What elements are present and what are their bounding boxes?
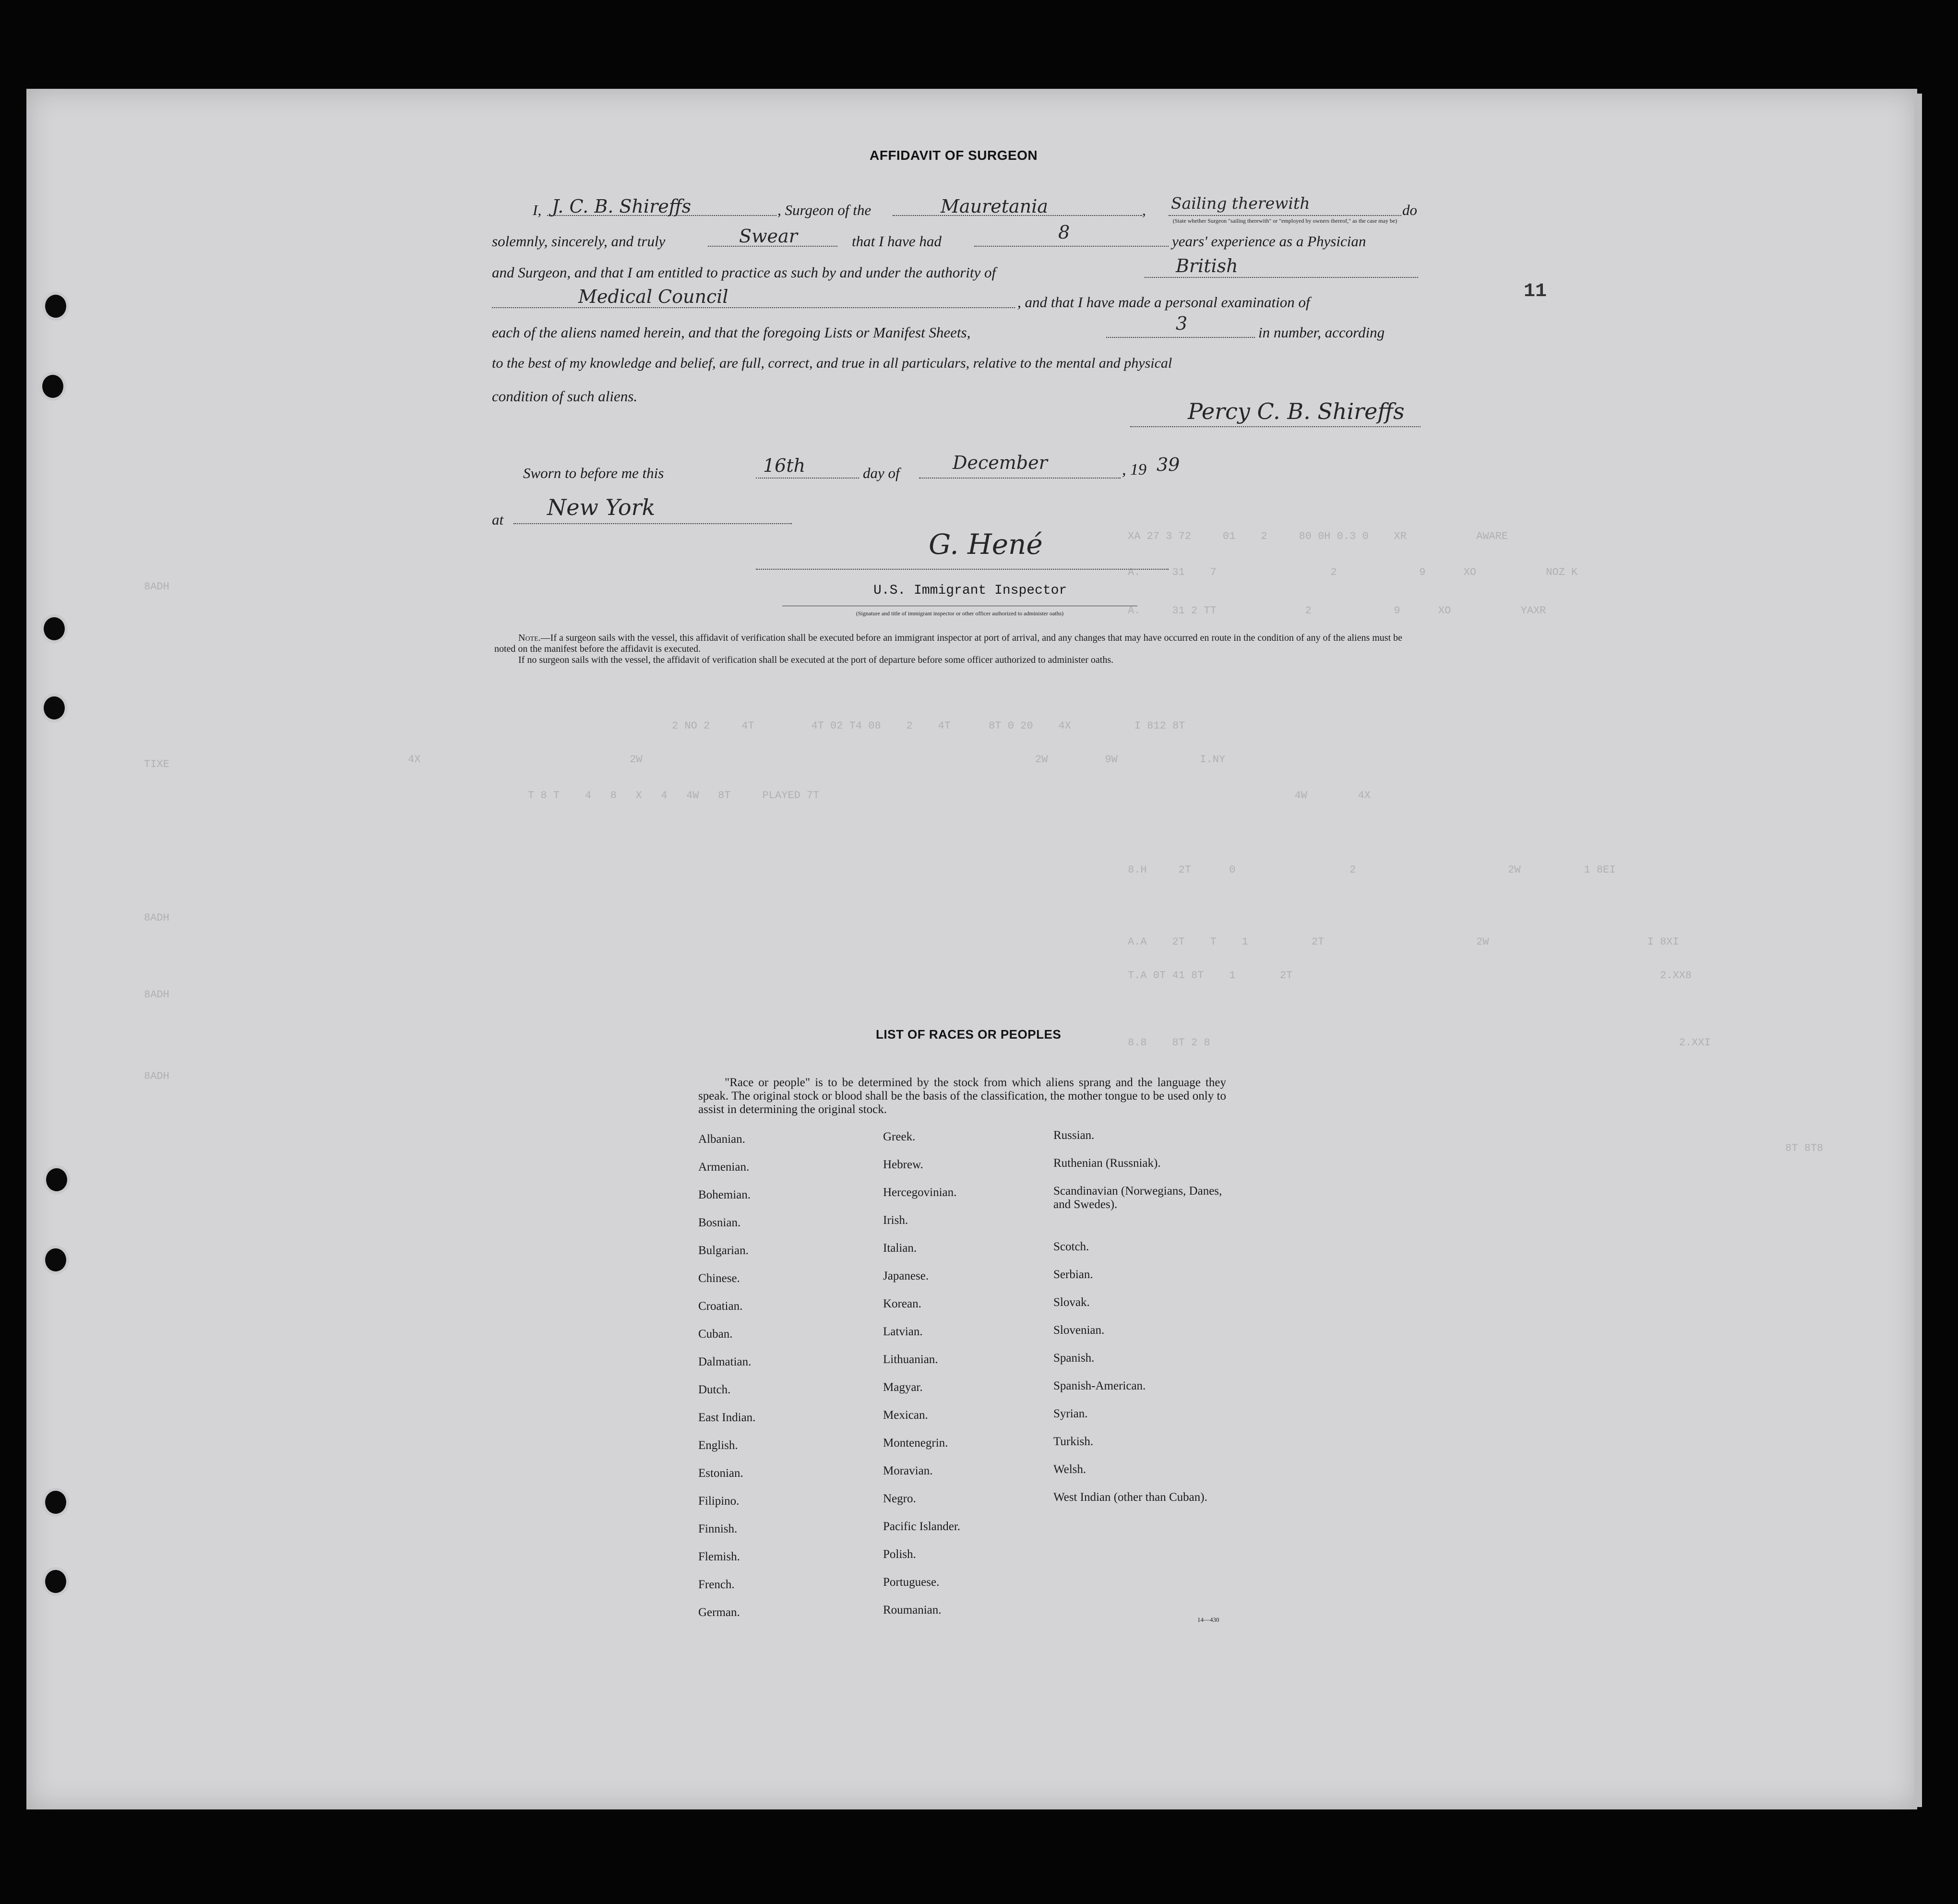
race-item: Montenegrin.	[883, 1437, 948, 1449]
race-item: Magyar.	[883, 1381, 923, 1394]
race-item: Slovenian.	[1053, 1324, 1105, 1337]
race-item: Ruthenian (Russniak).	[1053, 1157, 1161, 1170]
race-item: Japanese.	[883, 1269, 929, 1282]
affidavit-text: solemnly, sincerely, and truly	[492, 233, 666, 250]
affidavit-text: and Surgeon, and that I am entitled to practice as such by and under the authority of	[492, 264, 996, 281]
note-label: Note.	[518, 633, 541, 643]
race-item: Chinese.	[698, 1272, 740, 1285]
affidavit-text: years' experience as a Physician	[1172, 233, 1366, 250]
surgeon-signature: Percy C. B. Shireffs	[1188, 398, 1405, 424]
affidavit-text: condition of such aliens.	[492, 388, 638, 405]
binder-hole	[42, 1567, 69, 1596]
day-line	[756, 478, 859, 479]
year-handwriting: 39	[1157, 454, 1180, 475]
binder-hole	[43, 1165, 70, 1194]
binder-hole	[41, 694, 68, 722]
affidavit-text: to the best of my knowledge and belief, are full, correct, and true in all particulars, relative to the mental and physical	[492, 355, 1172, 371]
vessel-handwriting: Mauretania	[941, 196, 1048, 217]
race-item: Cuban.	[698, 1328, 733, 1341]
oath-handwriting: Swear	[739, 226, 798, 247]
race-item: Dalmatian.	[698, 1355, 752, 1368]
year-prefix: , 19	[1122, 461, 1146, 479]
inspector-signature-line	[756, 569, 1169, 570]
race-item: Bohemian.	[698, 1188, 751, 1201]
place-handwriting: New York	[547, 494, 656, 520]
race-item: Flemish.	[698, 1550, 740, 1563]
sworn-text: day of	[863, 465, 900, 481]
race-item: English.	[698, 1439, 738, 1452]
races-column-3	[1053, 1129, 1236, 1546]
race-item: Korean.	[883, 1297, 921, 1310]
form-number: 14—430	[1197, 1616, 1219, 1623]
affidavit-text: in number, according	[1258, 324, 1385, 341]
race-item: West Indian (other than Cuban).	[1053, 1491, 1207, 1504]
inspector-title: U.S. Immigrant Inspector	[873, 583, 1067, 598]
place-line	[513, 523, 792, 524]
race-item: Welsh.	[1053, 1463, 1086, 1476]
affidavit-title: AFFIDAVIT OF SURGEON	[870, 148, 1038, 163]
races-column-1	[698, 1133, 890, 1634]
race-item: Albanian.	[698, 1133, 745, 1146]
race-item: Latvian.	[883, 1325, 923, 1338]
race-item: Finnish.	[698, 1522, 738, 1535]
month-handwriting: December	[953, 452, 1048, 473]
note-text: —If a surgeon sails with the vessel, this affidavit of verification shall be executed before an immigrant inspector at port of arrival, and any changes that may have occurred en route in the condition of any of the aliens must be noted on the manifest before the affidavit is executed.	[494, 633, 1403, 654]
day-handwriting: 16th	[763, 455, 806, 476]
race-item: Scandinavian (Norwegians, Danes, and Swedes).	[1053, 1185, 1222, 1211]
race-item: Lithuanian.	[883, 1353, 938, 1366]
inspector-signature: G. Hené	[929, 528, 1043, 561]
authority-handwriting: British	[1176, 255, 1238, 276]
race-item: Scotch.	[1053, 1240, 1089, 1253]
race-item: Spanish-American.	[1053, 1379, 1146, 1392]
binder-hole	[42, 1245, 69, 1274]
sworn-text: at	[492, 511, 504, 528]
years-line	[974, 246, 1169, 247]
authority-continued-line	[492, 307, 1015, 308]
race-item: Portuguese.	[883, 1576, 940, 1589]
race-item: Filipino.	[698, 1495, 740, 1508]
race-item: Irish.	[883, 1214, 908, 1227]
affidavit-text: , Surgeon of the	[777, 202, 872, 218]
race-item: Dutch.	[698, 1383, 731, 1396]
race-item: Moravian.	[883, 1464, 933, 1477]
affidavit-text: each of the aliens named herein, and that the foregoing Lists or Manifest Sheets,	[492, 324, 971, 341]
race-item: Russian.	[1053, 1129, 1095, 1142]
race-item: Italian.	[883, 1242, 917, 1255]
affidavit-text: that I have had	[852, 233, 942, 250]
note-paragraph-2: If no surgeon sails with the vessel, the affidavit of verification shall be executed at the port of departure before some officer authorized to administer oaths.	[518, 655, 1114, 665]
race-item: Serbian.	[1053, 1268, 1093, 1281]
month-line	[919, 478, 1121, 479]
races-title: LIST OF RACES OR PEOPLES	[876, 1027, 1062, 1042]
surgeon-name-handwriting: J. C. B. Shireffs	[552, 196, 692, 217]
binder-hole	[41, 614, 68, 643]
affidavit-text: ,	[1142, 202, 1146, 218]
race-item: Roumanian.	[883, 1604, 942, 1617]
sworn-text: Sworn to before me this	[523, 465, 664, 481]
race-item: Spanish.	[1053, 1352, 1095, 1365]
surgeon-signature-line	[1130, 426, 1421, 427]
affidavit-text: do	[1402, 202, 1417, 218]
race-item: Croatian.	[698, 1300, 743, 1313]
races-intro: "Race or people" is to be determined by the stock from which aliens sprang and the language they speak. The original stock or blood shall be the basis of the classification, the mother tongue to be used only to assist in determining the original stock.	[698, 1076, 1226, 1116]
race-item: Mexican.	[883, 1409, 928, 1422]
race-item: Slovak.	[1053, 1296, 1090, 1309]
affidavit-text: , and that I have made a personal examination of	[1017, 294, 1310, 311]
race-item: Turkish.	[1053, 1435, 1094, 1448]
race-item: Estonian.	[698, 1467, 743, 1480]
race-item: Greek.	[883, 1130, 916, 1143]
race-item: Hercegovinian.	[883, 1186, 957, 1199]
years-handwriting: 8	[1058, 222, 1070, 243]
binder-hole	[42, 1488, 69, 1517]
race-item: East Indian.	[698, 1411, 756, 1424]
capacity-instruction: (State whether Surgeon "sailing therewith" or "employed by owners thereof," as the case may be)	[1172, 217, 1397, 224]
authority-continued-handwriting: Medical Council	[578, 286, 728, 307]
race-item: Hebrew.	[883, 1158, 923, 1171]
race-item: French.	[698, 1578, 735, 1591]
race-item: Syrian.	[1053, 1407, 1088, 1420]
race-item: Bulgarian.	[698, 1244, 749, 1257]
authority-line	[1145, 277, 1418, 278]
affidavit-text: I,	[533, 202, 542, 218]
race-item: Negro.	[883, 1492, 916, 1505]
race-item: Bosnian.	[698, 1216, 741, 1229]
page-number: 11	[1524, 281, 1547, 302]
race-item: Pacific Islander.	[883, 1520, 961, 1533]
race-item: German.	[698, 1606, 740, 1619]
capacity-handwriting: Sailing therewith	[1171, 194, 1310, 213]
inspector-caption: (Signature and title of immigrant inspector or other officer authorized to administer oaths)	[856, 610, 1064, 617]
binder-hole	[39, 372, 66, 401]
race-item: Polish.	[883, 1548, 916, 1561]
note-paragraph-1	[494, 633, 1423, 655]
page-edge	[1914, 94, 1922, 1807]
sheet-count-line	[1106, 337, 1255, 338]
sheet-count-handwriting: 3	[1176, 313, 1188, 334]
binder-hole	[42, 292, 69, 321]
race-item: Armenian.	[698, 1161, 750, 1174]
races-column-2	[883, 1130, 1075, 1631]
capacity-line	[1169, 215, 1401, 216]
